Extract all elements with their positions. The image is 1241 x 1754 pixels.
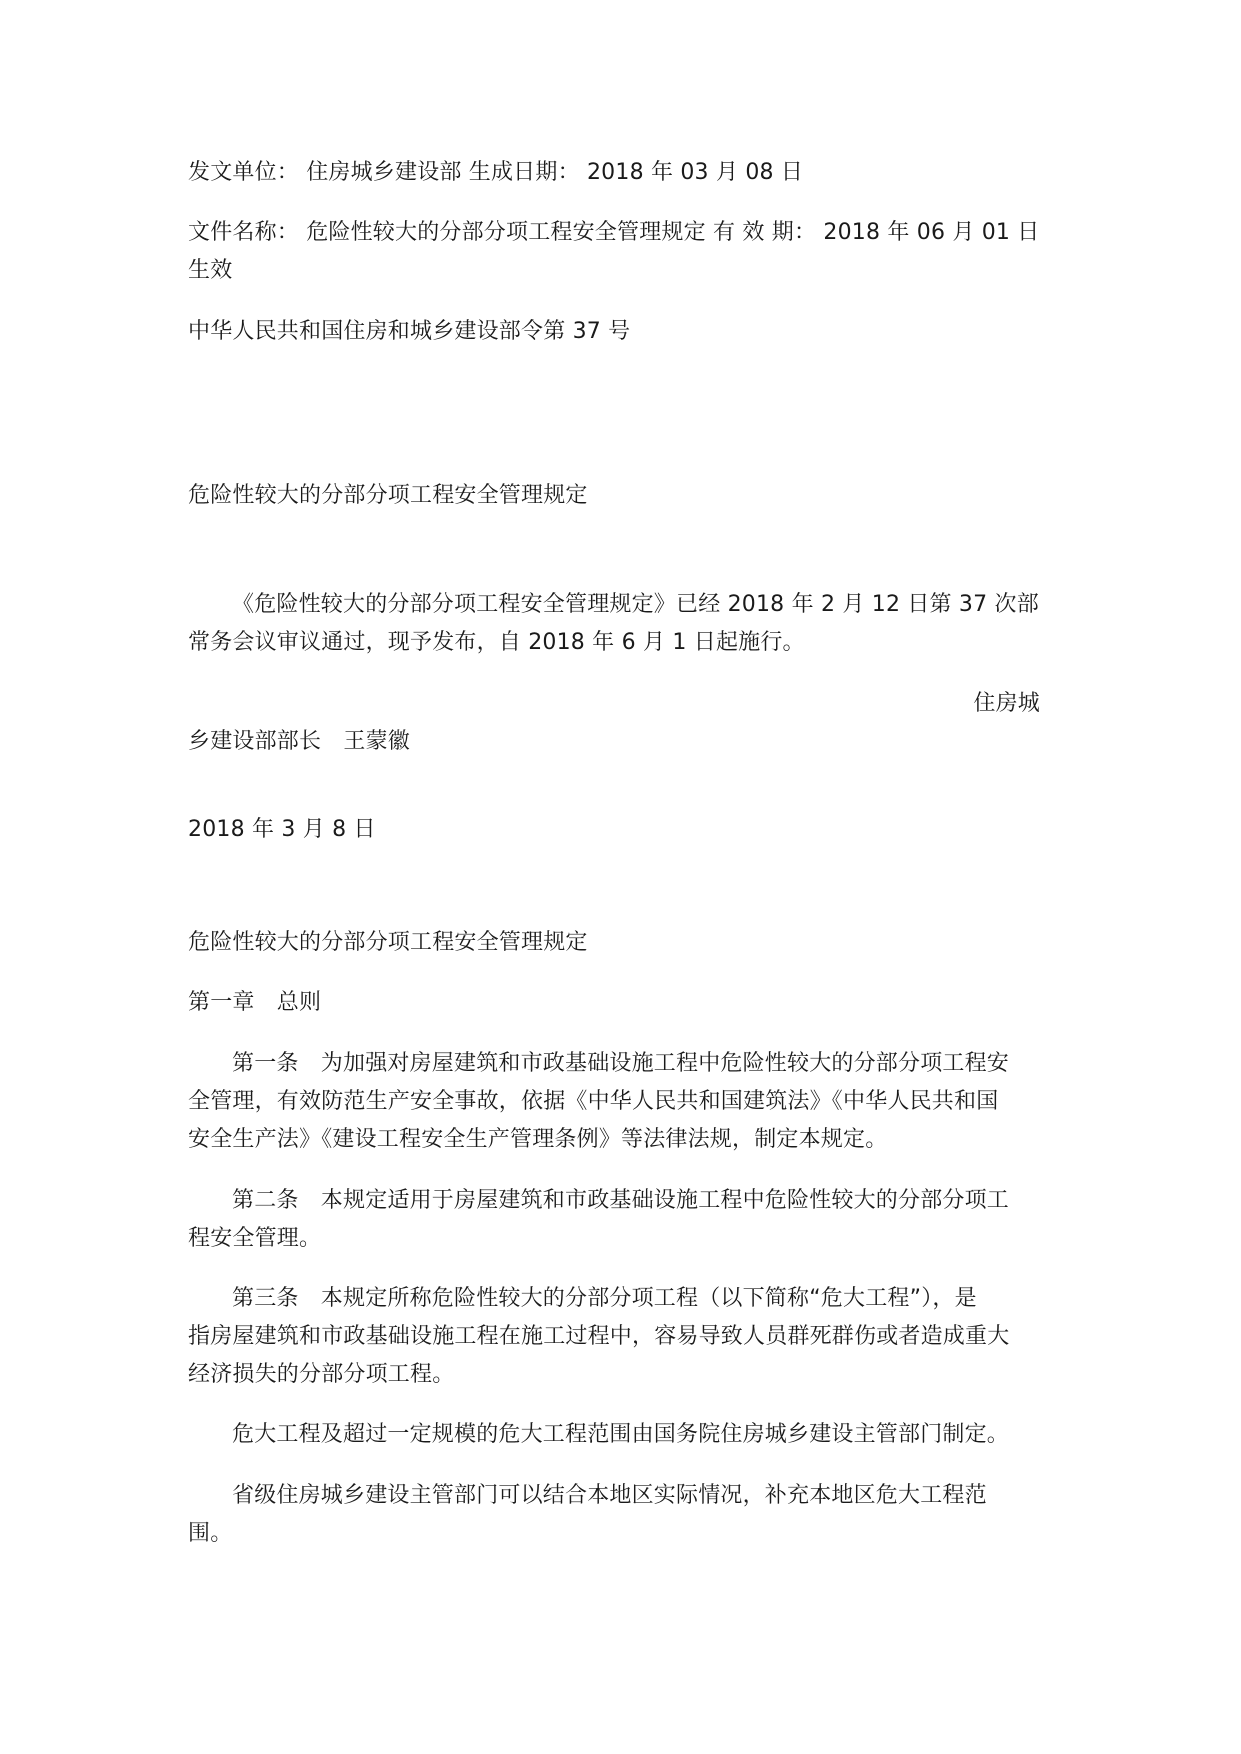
- meta-file-name: 文件名称： 危险性较大的分部分项工程安全管理规定 有 效 期： 2018 年 06 月 01 日: [188, 220, 1040, 245]
- meta-effective: 生效: [188, 258, 233, 283]
- announcement-line-2: 常务会议审议通过，现予发布，自 2018 年 6 月 1 日起施行。: [188, 630, 805, 655]
- document-title: 危险性较大的分部分项工程安全管理规定: [188, 483, 588, 508]
- scope-paragraph: 危大工程及超过一定规模的危大工程范围由国务院住房城乡建设主管部门制定。: [232, 1422, 1010, 1447]
- province-paragraph-line-1: 省级住房城乡建设主管部门可以结合本地区实际情况，补充本地区危大工程范: [232, 1483, 987, 1508]
- article-3-line-3: 经济损失的分部分项工程。: [188, 1362, 455, 1387]
- article-1-line-1: 第一条 为加强对房屋建筑和市政基础设施工程中危险性较大的分部分项工程安: [232, 1051, 1010, 1076]
- article-3-line-1: 第三条 本规定所称危险性较大的分部分项工程（以下简称“危大工程”），是: [232, 1286, 977, 1311]
- article-2-line-1: 第二条 本规定适用于房屋建筑和市政基础设施工程中危险性较大的分部分项工: [232, 1188, 1010, 1213]
- article-2-line-2: 程安全管理。: [188, 1226, 322, 1251]
- article-1-line-3: 安全生产法》《建设工程安全生产管理条例》等法律法规，制定本规定。: [188, 1127, 888, 1152]
- announcement-line-1: 《危险性较大的分部分项工程安全管理规定》已经 2018 年 2 月 12 日第 37 次部: [232, 592, 1039, 617]
- regulation-title: 危险性较大的分部分项工程安全管理规定: [188, 930, 588, 955]
- article-3-line-2: 指房屋建筑和市政基础设施工程在施工过程中，容易导致人员群死群伤或者造成重大: [188, 1324, 1010, 1349]
- signature-line-1: 住房城: [973, 691, 1040, 716]
- article-1-line-2: 全管理，有效防范生产安全事故，依据《中华人民共和国建筑法》《中华人民共和国: [188, 1089, 999, 1114]
- meta-issuer-date: 发文单位： 住房城乡建设部 生成日期： 2018 年 03 月 08 日: [188, 160, 804, 185]
- signature-line-2: 乡建设部部长 王蒙徽: [188, 729, 411, 754]
- decree-number: 中华人民共和国住房和城乡建设部令第 37 号: [188, 319, 631, 344]
- province-paragraph-line-2: 围。: [188, 1521, 233, 1546]
- signature-date: 2018 年 3 月 8 日: [188, 817, 376, 842]
- chapter-heading: 第一章 总则: [188, 990, 322, 1015]
